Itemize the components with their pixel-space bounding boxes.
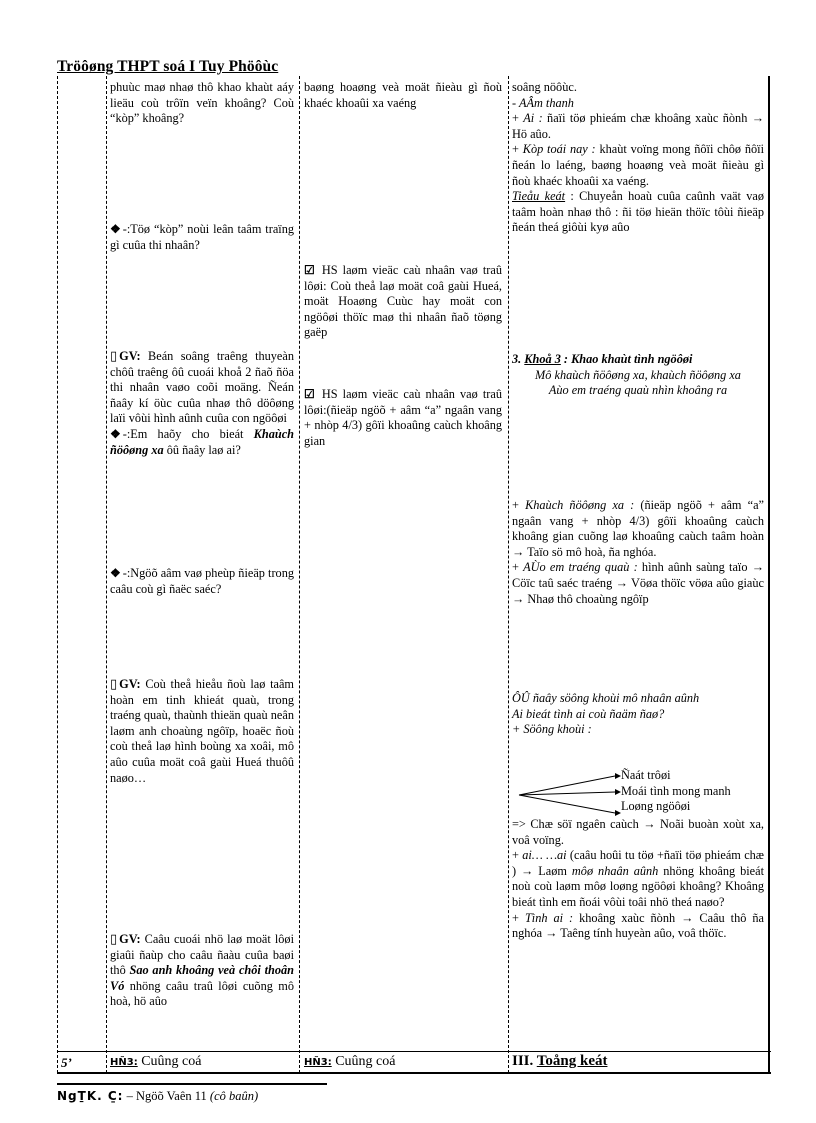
content-col-4 — [512, 817, 764, 942]
question-text-2c: ôû ñaây laø ai? — [163, 442, 241, 457]
content-m4a: => Chæ söï ngaên caùch — [512, 817, 644, 831]
arrow-right-icon: → — [751, 111, 764, 126]
section-3-num: 3. — [512, 352, 525, 366]
col-border-teacher — [299, 76, 300, 1073]
student-col-2 — [304, 263, 502, 341]
arrow-right-icon: → — [545, 926, 558, 941]
poem-line-4: Ai bieát tình ai coù ñaäm ñaø? — [512, 706, 665, 721]
content-l3b: Ai : — [523, 111, 543, 126]
gv-text-3b: Sao anh khoâng veà chôi thoân Vó — [110, 963, 294, 993]
diagram-label-2: Moái tình mong manh — [621, 783, 731, 798]
book-icon: ▯ — [110, 348, 118, 363]
teacher-note-3 — [110, 931, 294, 1010]
hd3-label: HÑ3: — [304, 1057, 332, 1068]
row-divider — [57, 1051, 771, 1052]
arrow-right-icon: → — [751, 560, 764, 575]
content-m5b: ai… …ai — [522, 848, 567, 863]
student-text-1: baøng hoaøng veà moät ñieàu gì ñoù khaéc khoaûi xa vaéng — [304, 80, 502, 110]
footer-text-italic: (cô baûn) — [209, 1089, 259, 1103]
page-footer — [57, 1089, 258, 1104]
table-bottom-rule — [57, 1072, 771, 1074]
content-line-2: - AÂm thanh — [512, 95, 574, 110]
student-text-2: HS laøm vieäc caù nhaân vaø traû lôøi: Coù theå laø moät coâ gaùi Hueá, moät Hoaøng Cuùc hay moät con ngöôøi thöïc maø thi nhaân ñaõ töøng gaëp — [304, 263, 502, 340]
content-l3a: + — [512, 111, 524, 126]
mist-heading: + Söông khoùi : — [512, 722, 592, 737]
student-col-3 — [304, 387, 502, 449]
teacher-col-1 — [110, 80, 294, 127]
gv-text-1: Beán soâng traêng thuyeàn chôû traêng ôû cuoái khoå 2 ñaõ ñöa thi nhaân vaøo coõi moäng. Ñeán ñaây kí öùc cuûa nhaø thô döôøng laïi vôùi hình aûnh cuûa con ngöôøi — [110, 349, 294, 426]
content-col-1 — [512, 80, 764, 236]
question-text-2a: -:Em haõy cho bieát — [122, 426, 254, 441]
content-m4b: Noãi buoàn xoùt xa, voâ voïng. — [512, 817, 764, 847]
question-text-2b: Khaùch ñöôøng xa — [110, 426, 294, 457]
question-text-1: -:Töø “kòp” noùi leân taâm traïng gì cuûa thi nhaân? — [110, 222, 294, 252]
teacher-note-2 — [110, 676, 294, 786]
arrow-right-icon: → — [681, 910, 694, 925]
content-m6b: Tình ai : — [524, 910, 574, 925]
gv-text-2: Coù theå hieåu ñoù laø taâm hoàn em tinh khieát quaù, trong traéng quaù, thaùnh thieän quaù neân laøm anh choaùng ngôïp, hoaëc ñoù coù theå laø hình boùng xa xoâi, mô aûo cuûa moät coâ gaùi Hueá thuôû naøo… — [110, 677, 294, 785]
summary-title: Toång keát — [536, 1053, 608, 1069]
content-k1c: (ñieäp ngöõ + aâm “a” ngaân vang + nhòp 4/3) gôïi khoaûng caùch khoâng gian cuõng laø khoaûng caùch taâm hoàn — [512, 498, 764, 544]
content-m5e: môø nhaân aûnh — [571, 863, 659, 878]
content-k2d: Cöïc taû saéc traéng — [512, 575, 616, 590]
gv-text-3a: Caâu cuoái nhö laø moät lôøi giaûi ñaùp cho caâu ñaàu cuûa baøi thô — [110, 932, 294, 978]
content-l4c: khaùt voïng mong ñôïi chôø ñôïi ñeán lo laéng, baøng hoaøng veà moät ñieàu gì ñoù khaéc khoaûi xa vaéng. — [512, 142, 765, 188]
book-icon: ▯ — [110, 676, 118, 691]
gv-text-3c: nhöng caâu traû lôøi cuõng mô hoà, hö aûo — [110, 978, 294, 1009]
hd3-text-1: Cuûng coá — [137, 1054, 202, 1069]
content-m6c: khoâng xaùc ñònh — [573, 910, 682, 925]
content-l4a: + — [512, 142, 523, 157]
hd3-teacher — [110, 1054, 294, 1071]
diamond-bullet-icon: ❖ — [110, 222, 121, 236]
content-k2e: Vöøa thöïc vöøa aûo giaùc — [627, 575, 764, 590]
student-text-3: HS laøm vieäc caù nhaân vaø traû lôøi:(ñieäp ngöõ + aâm “a” ngaân vang + nhòp 4/3) gôïi khoaûng caùch khoâng gian — [304, 387, 502, 448]
content-k2b: AÙo em traéng quaù : — [523, 560, 638, 575]
col-border-left — [57, 76, 58, 1073]
content-m5a: + — [512, 848, 523, 863]
footer-rule — [57, 1083, 327, 1085]
content-k1a: + — [512, 498, 526, 512]
poem-line-3: ÔÛ ñaây söông khoùi mô nhaân aûnh — [512, 691, 700, 705]
poem-line-1: Mô khaùch ñöôøng xa, khaùch ñöôøng xa — [535, 367, 741, 382]
hd3-student — [304, 1054, 502, 1071]
question-text-3: -:Ngöõ aâm vaø pheùp ñieäp trong caâu coù gì ñaëc saéc? — [110, 566, 294, 596]
hd3-label: HÑ3: — [110, 1057, 138, 1068]
gv-label: GV: — [119, 932, 141, 946]
student-col-1 — [304, 80, 502, 111]
arrow-right-icon: → — [521, 863, 534, 878]
arrow-right-icon: → — [643, 817, 656, 831]
content-m5d: Laøm — [533, 863, 572, 878]
summary-heading — [512, 1054, 764, 1070]
content-l3d: Hö aûo. — [512, 126, 551, 141]
content-l5a: Tieåu keát — [512, 189, 566, 204]
branch-line-3 — [519, 795, 615, 813]
diagram-label-3: Loøng ngöôøi — [621, 799, 691, 814]
content-m6a: + — [512, 910, 525, 925]
content-col-3 — [512, 691, 764, 738]
content-col-2 — [512, 498, 764, 607]
arrow-right-icon: → — [615, 575, 628, 590]
summary-num: III. — [512, 1053, 537, 1069]
content-m6e: Taêng tính huyeàn aûo, voâ thöïc. — [557, 926, 727, 941]
content-l4b: Kòp toái nay : — [522, 142, 596, 157]
content-line-1: soâng nöôùc. — [512, 80, 577, 94]
poem-line-2: Aùo em traéng quaù nhìn khoâng ra — [548, 383, 728, 398]
gv-label: GV: — [119, 349, 141, 363]
diagram-labels — [621, 768, 766, 815]
col-border-student — [508, 76, 509, 1073]
teacher-question-3 — [110, 566, 294, 597]
content-k2c: hình aûnh saùng taïo — [637, 560, 752, 575]
section-3-heading — [512, 352, 764, 399]
book-icon: ▯ — [110, 931, 118, 946]
section-3-title: : Khao khaùt tình ngöôøi — [560, 352, 693, 366]
content-k2a: + — [512, 560, 524, 575]
content-m6d: Caâu thô ña nghóa — [512, 910, 764, 941]
footer-logo: NgṮK. C̱: — [57, 1089, 124, 1103]
content-k2f: Nhaø thô choaùng ngôïp — [524, 591, 649, 606]
content-k1b: Khaùch ñöôøng xa : — [525, 498, 635, 512]
diamond-bullet-icon: ❖ — [110, 426, 121, 441]
branch-diagram — [515, 770, 635, 820]
diagram-label-1: Ñaát trôøi — [621, 768, 671, 782]
time-cell: 5’ — [61, 1055, 72, 1070]
content-m5c: (caâu hoûi tu töø +ñaïi töø phieám chæ ) — [512, 848, 764, 878]
teacher-note-1 — [110, 348, 294, 458]
footer-text: – Ngöõ Vaên 11 — [123, 1089, 210, 1103]
lesson-table — [57, 76, 771, 1073]
content-l5b: : Chuyeån hoaù cuûa caûnh vaät vaø taâm hoàn nhaø thô : ñi töø hieän thöïc tôùi ñieäp ñeán theá giôùi kyø aûo — [512, 189, 764, 235]
arrow-right-icon: → — [512, 544, 525, 559]
hd3-text-2: Cuûng coá — [331, 1054, 396, 1069]
section-3-label: Khoå 3 — [524, 352, 561, 366]
content-m5f: nhöng khoâng bieát noù coù laøm môø loøng ngöôøi khoâng? Khoâng bieát tình em ñoái vôùi toâi nhö theá naøo? — [512, 863, 764, 909]
checkbox-icon: ☑ — [304, 387, 315, 401]
col-border-right — [768, 76, 770, 1073]
teacher-text-1: phuùc maø nhaø thô khao khaùt aáy lieäu coù trôïn veïn khoâng? Coù “kòp” khoâng? — [110, 80, 294, 126]
arrow-right-icon: → — [512, 591, 525, 606]
teacher-question-1 — [110, 222, 294, 253]
col-border-time — [106, 76, 107, 1073]
content-l3c: ñaïi töø phieám chæ khoâng xaùc ñònh — [542, 111, 752, 126]
gv-label: GV: — [119, 677, 141, 691]
diamond-bullet-icon: ❖ — [110, 566, 121, 580]
content-k1d: Taïo sö mô hoà, ña nghóa. — [524, 544, 657, 559]
checkbox-icon: ☑ — [304, 263, 315, 277]
page-header: Tröôøng THPT soá I Tuy Phöôùc — [57, 58, 279, 75]
